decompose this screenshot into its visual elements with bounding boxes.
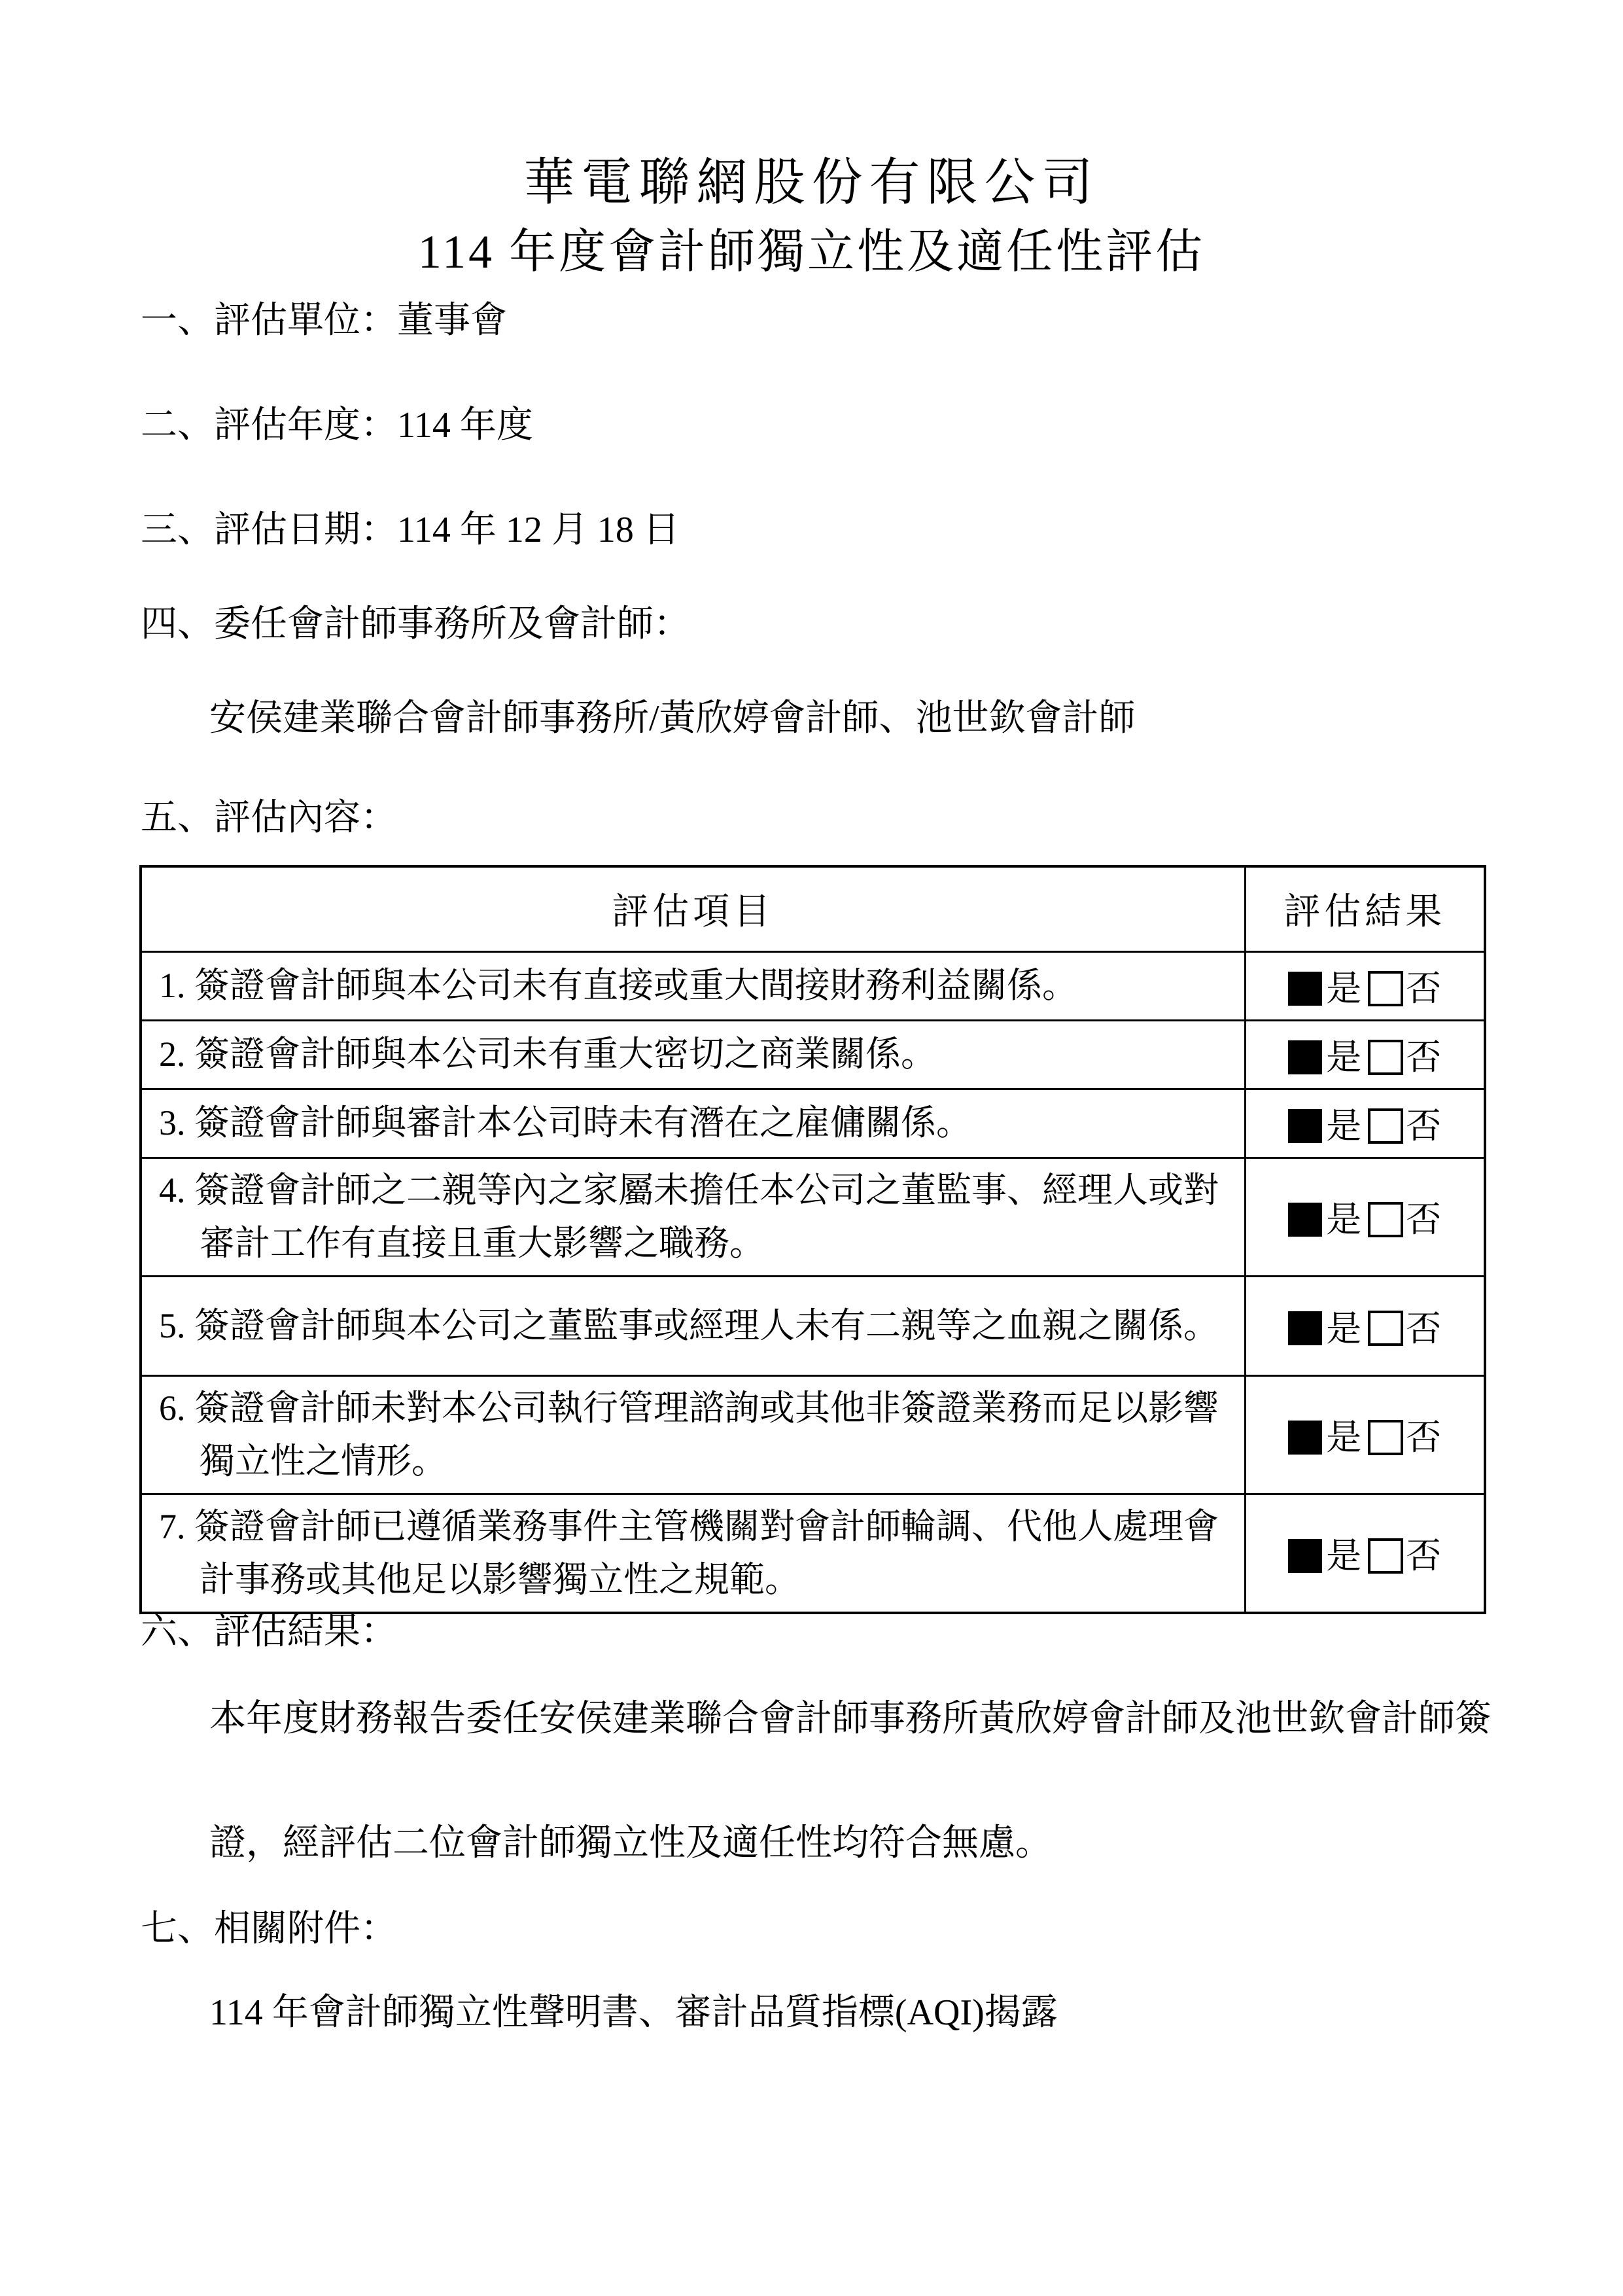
table-row [141, 951, 1485, 1020]
unchecked-box-icon [1368, 1202, 1403, 1237]
section-evaluation-year: 二、評估年度：114 年度 [141, 405, 533, 446]
section-evaluation-unit: 一、評估單位：董事會 [141, 300, 507, 341]
attachments-detail: 114 年會計師獨立性聲明書、審計品質指標(AQI)揭露 [209, 1992, 1058, 2033]
checked-box-icon [1288, 1040, 1322, 1074]
checked-box-icon [1288, 1109, 1322, 1143]
section-evaluation-date: 三、評估日期：114 年 12 月 18 日 [141, 510, 680, 550]
table-row [141, 1276, 1485, 1375]
company-title: 華電聯網股份有限公司 [523, 154, 1100, 211]
assessment-result-cell [1245, 1375, 1485, 1494]
checked-box-icon [1288, 1421, 1322, 1455]
unchecked-box-icon [1368, 1538, 1403, 1574]
table-header-row [141, 866, 1485, 951]
yes-label: 是 [1326, 1536, 1362, 1576]
no-label: 否 [1406, 1200, 1442, 1239]
checked-box-icon [1288, 1203, 1322, 1237]
assessment-result-cell [1245, 1494, 1485, 1613]
document-subtitle: 114 年度會計師獨立性及適任性評估 [417, 226, 1206, 278]
assessment-item-text: 1. 簽證會計師與本公司未有直接或重大間接財務利益關係。 [141, 951, 1245, 1020]
assessment-item-text: 3. 簽證會計師與審計本公司時未有潛在之雇傭關係。 [141, 1089, 1245, 1157]
assessment-result-cell [1245, 1276, 1485, 1375]
unchecked-box-icon [1368, 1420, 1403, 1455]
column-header-result: 評估結果 [1245, 866, 1485, 951]
no-label: 否 [1406, 1106, 1442, 1146]
checked-box-icon [1288, 1311, 1322, 1345]
checked-box-icon [1288, 1539, 1322, 1573]
no-label: 否 [1406, 1536, 1442, 1576]
assessment-result-cell [1245, 1020, 1485, 1089]
table-row [141, 1494, 1485, 1613]
assessment-item-text: 6. 簽證會計師未對本公司執行管理諮詢或其他非簽證業務而足以影響獨立性之情形。 [141, 1375, 1245, 1494]
no-label: 否 [1406, 1038, 1442, 1077]
table-row [141, 1157, 1485, 1276]
yes-label: 是 [1326, 1309, 1362, 1349]
section-appointed-firm-heading: 四、委任會計師事務所及會計師： [141, 604, 690, 645]
yes-label: 是 [1326, 969, 1362, 1008]
table-row [141, 1375, 1485, 1494]
section-evaluation-content-heading: 五、評估內容： [141, 798, 397, 838]
yes-label: 是 [1326, 1106, 1362, 1146]
appointed-firm-detail: 安侯建業聯合會計師事務所/黃欣婷會計師、池世欽會計師 [209, 698, 1136, 739]
no-label: 否 [1406, 1309, 1442, 1349]
section-attachments-heading: 七、相關附件： [141, 1909, 397, 1949]
unchecked-box-icon [1368, 971, 1403, 1006]
column-header-item: 評估項目 [141, 866, 1245, 951]
unchecked-box-icon [1368, 1040, 1403, 1075]
yes-label: 是 [1326, 1418, 1362, 1457]
checked-box-icon [1288, 972, 1322, 1006]
assessment-result-cell [1245, 951, 1485, 1020]
unchecked-box-icon [1368, 1311, 1403, 1346]
assessment-item-text: 5. 簽證會計師與本公司之董監事或經理人未有二親等之血親之關係。 [141, 1276, 1245, 1375]
assessment-result-cell [1245, 1089, 1485, 1157]
assessment-item-text: 7. 簽證會計師已遵循業務事件主管機關對會計師輪調、代他人處理會計事務或其他足以影響獨立性之規範。 [141, 1494, 1245, 1613]
yes-label: 是 [1326, 1038, 1362, 1077]
section-evaluation-result-heading: 六、評估結果： [141, 1612, 397, 1652]
yes-label: 是 [1326, 1200, 1362, 1239]
table-row [141, 1020, 1485, 1089]
assessment-item-text: 4. 簽證會計師之二親等內之家屬未擔任本公司之董監事、經理人或對審計工作有直接且重大影響之職務。 [141, 1157, 1245, 1276]
no-label: 否 [1406, 969, 1442, 1008]
no-label: 否 [1406, 1418, 1442, 1457]
evaluation-result-paragraph: 本年度財務報告委任安侯建業聯合會計師事務所黃欣婷會計師及池世欽會計師簽證，經評估二位會計師獨立性及適任性均符合無慮。 [209, 1699, 1492, 1863]
evaluation-table [139, 865, 1486, 1614]
assessment-result-cell [1245, 1157, 1485, 1276]
table-row [141, 1089, 1485, 1157]
unchecked-box-icon [1368, 1108, 1403, 1144]
assessment-item-text: 2. 簽證會計師與本公司未有重大密切之商業關係。 [141, 1020, 1245, 1089]
